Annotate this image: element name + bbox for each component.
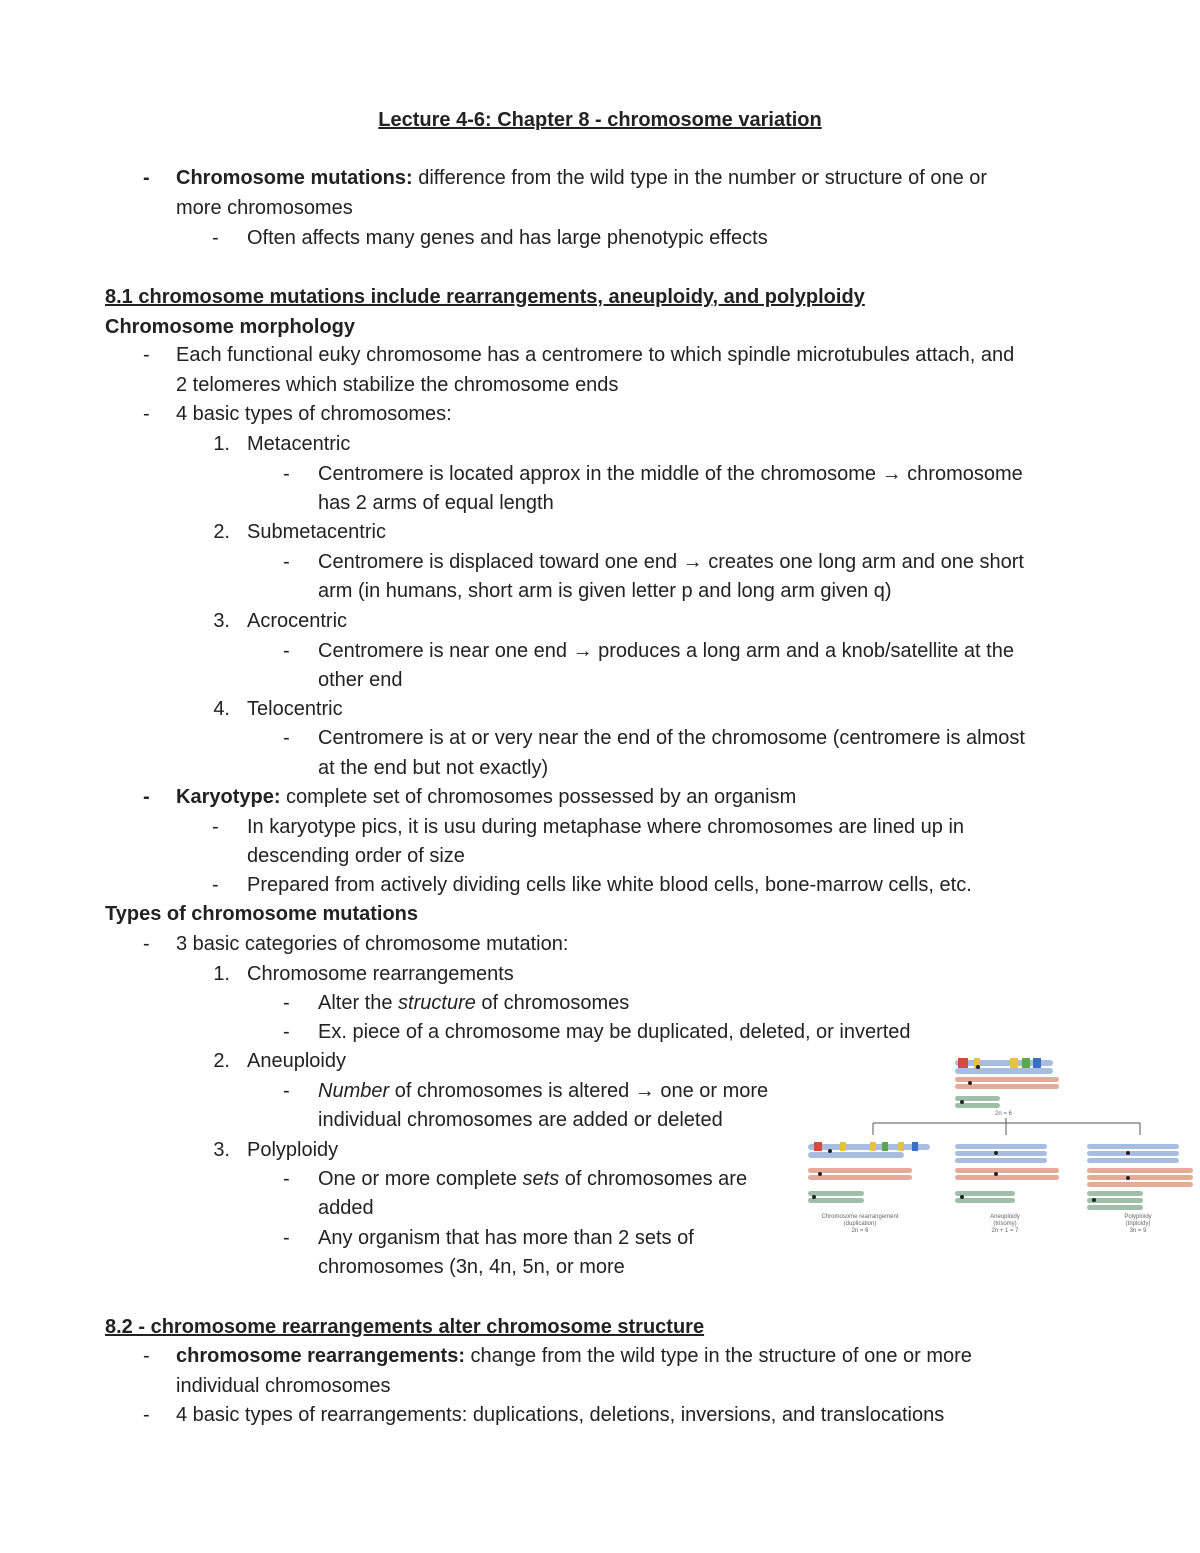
list-number: 4.: [213, 698, 230, 720]
chromosome-green: [955, 1191, 1015, 1196]
type-acrocentric: Acrocentric: [247, 610, 348, 632]
bullet-dash: -: [283, 1168, 290, 1190]
bullet-dash: -: [283, 1227, 290, 1249]
gene-band: [882, 1142, 888, 1151]
category-desc-cont: individual chromosomes are added or deleted: [318, 1109, 723, 1131]
panel-label: 3n = 9: [1129, 1228, 1147, 1234]
list-number: 3.: [213, 610, 230, 632]
type-desc: Centromere is near one end → produces a long arm and a knob/satellite at the: [318, 640, 1014, 662]
gene-band: [1033, 1058, 1041, 1068]
page-title: Lecture 4-6: Chapter 8 - chromosome variation: [378, 109, 822, 131]
category-polyploidy: Polyploidy: [247, 1139, 339, 1161]
chromosome-blue: [955, 1151, 1047, 1156]
top-label: 2n = 6: [995, 1111, 1012, 1117]
morph-bullet-1-cont: 2 telomeres which stabilize the chromosome ends: [176, 374, 619, 396]
chromosome-blue: [1087, 1151, 1179, 1156]
bullet-dash: -: [283, 1080, 290, 1102]
centromere: [976, 1065, 980, 1069]
text: of chromosomes: [475, 992, 630, 1014]
bullet-dash: -: [283, 463, 290, 485]
list-number: 3.: [213, 1139, 230, 1161]
intro-sub-bullet: Often affects many genes and has large phenotypic effects: [247, 227, 768, 249]
panel-label: Aneuploidy: [990, 1214, 1020, 1220]
chromosome-blue: [1087, 1144, 1179, 1149]
list-number: 2.: [213, 521, 230, 543]
gene-band: [912, 1142, 918, 1151]
panel-label: Chromosome rearrangement: [821, 1214, 899, 1220]
chromosome-blue: [1087, 1158, 1179, 1163]
chromosome-pink: [808, 1175, 912, 1180]
chromosome-mutation-figure: [800, 1045, 1200, 1245]
italic-text: sets: [522, 1168, 560, 1190]
bullet-dash: -: [283, 727, 290, 749]
type-metacentric: Metacentric: [247, 433, 351, 455]
type-desc-cont: at the end but not exactly): [318, 757, 549, 779]
gene-band: [814, 1142, 822, 1151]
type-desc-cont: has 2 arms of equal length: [318, 492, 554, 514]
bullet-dash: -: [143, 403, 150, 425]
text: One or more complete: [318, 1168, 523, 1190]
type-desc: Centromere is displaced toward one end → creates one long arm and one short: [318, 551, 1024, 573]
category-aneuploidy: Aneuploidy: [247, 1050, 346, 1072]
definition-text: complete set of chromosomes possessed by an organism: [280, 786, 797, 808]
chromosome-green: [1087, 1191, 1143, 1196]
figure-svg: [800, 1045, 1200, 1245]
type-desc-cont: arm (in humans, short arm is given letter p and long arm given q): [318, 580, 892, 602]
list-number: 2.: [213, 1050, 230, 1072]
chromosome-green: [1087, 1205, 1143, 1210]
type-submetacentric: Submetacentric: [247, 521, 386, 543]
bullet-dash: -: [212, 816, 219, 838]
type-desc: Centromere is at or very near the end of the chromosome (centromere is almost: [318, 727, 1025, 749]
karyotype-sub-2: Prepared from actively dividing cells like white blood cells, bone-marrow cells, etc.: [247, 874, 972, 896]
karyotype-sub-1-cont: descending order of size: [247, 845, 465, 867]
type-desc-cont: other end: [318, 669, 403, 691]
category-desc: Any organism that has more than 2 sets of: [318, 1227, 694, 1249]
rearrangement-definition-cont: individual chromosomes: [176, 1375, 391, 1397]
gene-band: [1022, 1058, 1030, 1068]
gene-band: [840, 1142, 846, 1151]
category-desc: [318, 1167, 747, 1191]
bullet-dash: -: [143, 1345, 150, 1367]
connector-lines: [873, 1118, 1140, 1135]
section-heading-8-1: 8.1 chromosome mutations include rearrangements, aneuploidy, and polyploidy: [105, 286, 865, 308]
panel-label: (triploidy): [1125, 1221, 1151, 1227]
bullet-dash: -: [143, 1404, 150, 1426]
chromosome-pink: [1087, 1168, 1193, 1173]
chromosome-pink: [1087, 1175, 1193, 1180]
italic-text: structure: [398, 992, 476, 1014]
section-heading-8-2: 8.2 - chromosome rearrangements alter chromosome structure: [105, 1316, 705, 1338]
intro-definition-cont: more chromosomes: [176, 197, 353, 219]
panel-label: (trisomy): [993, 1221, 1017, 1227]
term-karyotype: Karyotype:: [176, 786, 281, 808]
type-desc: Centromere is located approx in the middle of the chromosome → chromosome: [318, 463, 1023, 485]
term-chromosome-mutations: Chromosome mutations:: [176, 167, 413, 189]
bullet-dash: -: [283, 1021, 290, 1043]
panel-polyploidy: [1087, 1144, 1193, 1234]
rearrangement-definition: [176, 1344, 972, 1368]
panel-label: Polyploidy: [1124, 1214, 1152, 1220]
bullet-dash: -: [143, 167, 150, 189]
normal-karyotype: [955, 1058, 1059, 1117]
chromosome-green: [808, 1198, 864, 1203]
list-number: 1.: [213, 963, 230, 985]
category-desc-cont: chromosomes (3n, 4n, 5n, or more: [318, 1256, 625, 1278]
morph-bullet-1: Each functional euky chromosome has a centromere to which spindle microtubules attach, and: [176, 344, 1015, 366]
gene-band: [870, 1142, 876, 1151]
panel-rearrangement: [808, 1142, 930, 1234]
definition-text: difference from the wild type in the number or structure of one or: [412, 167, 988, 189]
bullet-dash: -: [143, 344, 150, 366]
category-rearrangements: Chromosome rearrangements: [247, 963, 514, 985]
chromosome-pink: [955, 1168, 1059, 1173]
chromosome-green: [808, 1191, 864, 1196]
chromosome-pink: [808, 1168, 912, 1173]
bullet-dash: -: [283, 551, 290, 573]
subheading-chromosome-morphology: Chromosome morphology: [105, 316, 356, 338]
definition-text: change from the wild type in the structure of one or more: [464, 1345, 972, 1367]
panel-label: (duplication): [843, 1221, 877, 1227]
chromosome-green: [955, 1198, 1015, 1203]
chromosome-blue: [808, 1152, 904, 1158]
karyotype-definition: [176, 785, 796, 809]
bullet-dash: -: [212, 874, 219, 896]
bullet-dash: -: [143, 933, 150, 955]
panel-label: 2n + 1 = 7: [991, 1228, 1019, 1234]
chromosome-pink: [955, 1175, 1059, 1180]
category-desc-cont: added: [318, 1197, 374, 1219]
karyotype-sub-1: In karyotype pics, it is usu during metaphase where chromosomes are lined up in: [247, 816, 965, 838]
chromosome-blue: [955, 1144, 1047, 1149]
centromere: [960, 1100, 964, 1104]
category-desc: [318, 991, 629, 1015]
chromosome-blue: [955, 1158, 1047, 1163]
morph-bullet-2: 4 basic types of chromosomes:: [176, 403, 452, 425]
category-desc: [318, 1079, 768, 1103]
category-desc: Ex. piece of a chromosome may be duplicated, deleted, or inverted: [318, 1021, 911, 1043]
centromere: [968, 1081, 972, 1085]
subheading-types-of-mutations: Types of chromosome mutations: [105, 903, 419, 925]
chromosome-blue: [808, 1144, 930, 1150]
chromosome-blue: [955, 1068, 1053, 1074]
chromosome-pink: [1087, 1182, 1193, 1187]
gene-band: [898, 1142, 904, 1151]
rearrangement-types: 4 basic types of rearrangements: duplications, deletions, inversions, and translocations: [176, 1404, 945, 1426]
text: Alter the: [318, 992, 399, 1014]
gene-band: [1010, 1058, 1018, 1068]
panel-aneuploidy: [955, 1144, 1059, 1234]
bullet-dash: -: [283, 992, 290, 1014]
bullet-dash: -: [143, 786, 150, 808]
type-telocentric: Telocentric: [247, 698, 343, 720]
categories-intro: 3 basic categories of chromosome mutation:: [176, 933, 569, 955]
term-chromosome-rearrangements: chromosome rearrangements:: [176, 1345, 465, 1367]
text: of chromosomes are: [559, 1168, 748, 1190]
bullet-dash: -: [283, 640, 290, 662]
panel-label: 2n = 6: [851, 1228, 869, 1234]
gene-band: [958, 1058, 968, 1068]
italic-text: Number: [318, 1080, 390, 1102]
text: of chromosomes is altered → one or more: [389, 1080, 769, 1102]
list-number: 1.: [213, 433, 230, 455]
bullet-dash: -: [212, 227, 219, 249]
intro-definition: [176, 166, 987, 190]
